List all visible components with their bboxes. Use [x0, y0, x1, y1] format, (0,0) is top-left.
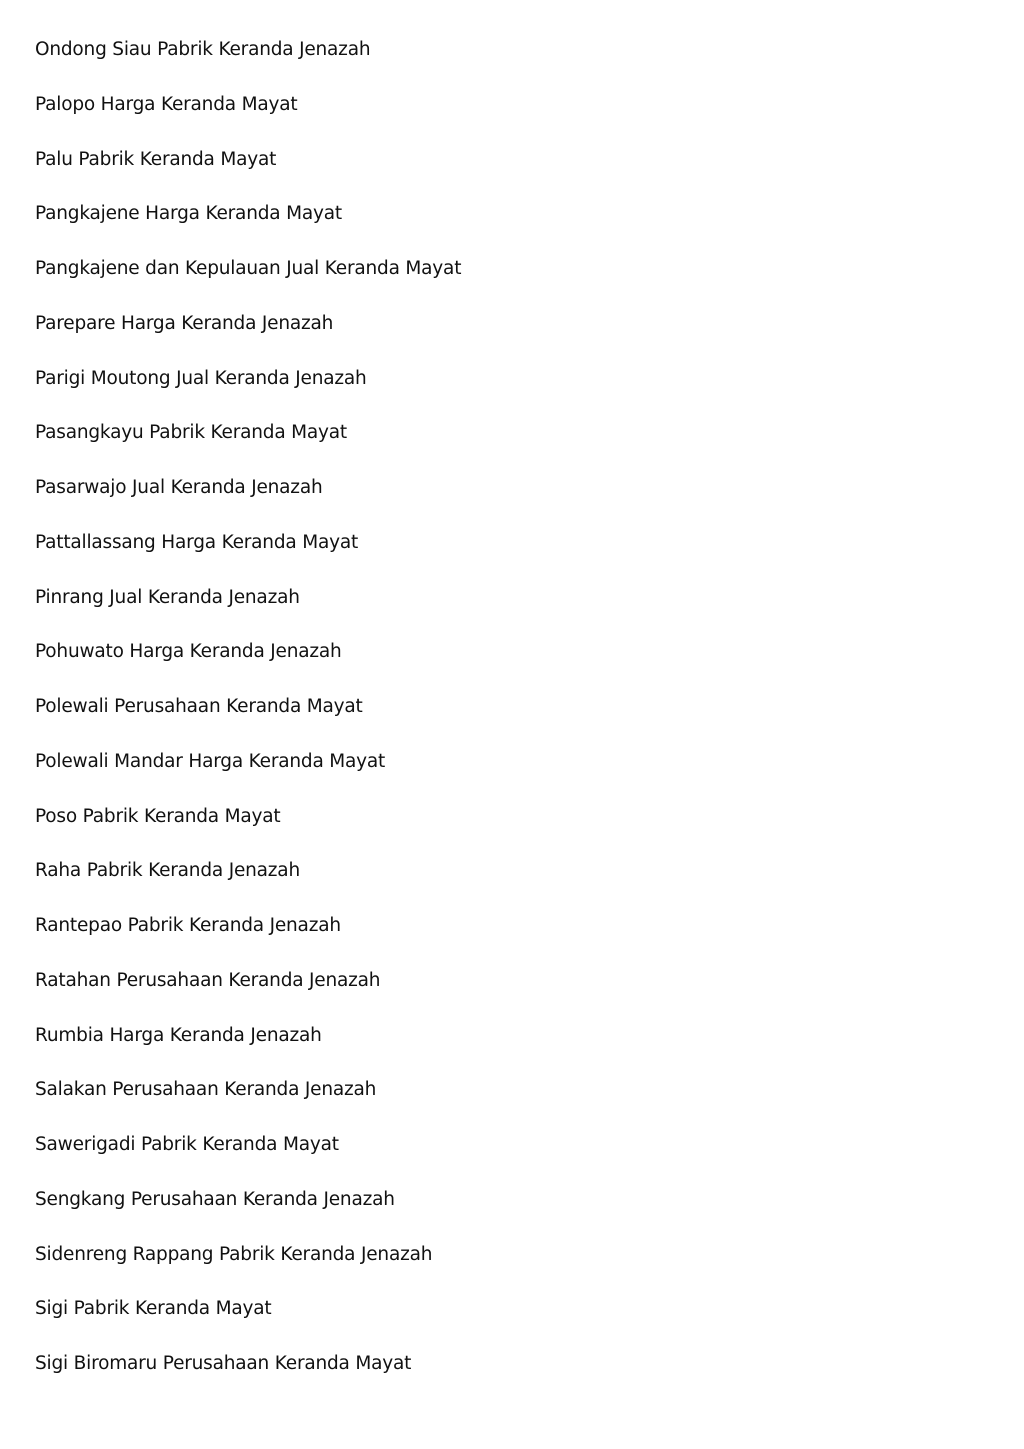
- text-line-list: [35, 36, 461, 1405]
- text-line: Polewali Mandar Harga Keranda Mayat: [35, 750, 386, 772]
- text-line: Rumbia Harga Keranda Jenazah: [35, 1024, 322, 1046]
- text-line: Pinrang Jual Keranda Jenazah: [35, 586, 300, 608]
- text-line: Parigi Moutong Jual Keranda Jenazah: [35, 367, 367, 389]
- text-line: Parepare Harga Keranda Jenazah: [35, 312, 334, 334]
- text-line: Raha Pabrik Keranda Jenazah: [35, 860, 300, 882]
- text-line: Sengkang Perusahaan Keranda Jenazah: [35, 1188, 395, 1210]
- text-line: Pasarwajo Jual Keranda Jenazah: [35, 477, 323, 498]
- text-line: Ratahan Perusahaan Keranda Jenazah: [35, 969, 381, 991]
- text-line: Pattallassang Harga Keranda Mayat: [35, 531, 359, 553]
- text-line: Rantepao Pabrik Keranda Jenazah: [35, 915, 341, 936]
- text-line: Pangkajene dan Kepulauan Jual Keranda Mayat: [35, 258, 462, 279]
- text-line: Pohuwato Harga Keranda Jenazah: [35, 641, 342, 663]
- text-line: Sidenreng Rappang Pabrik Keranda Jenazah: [35, 1243, 433, 1265]
- text-line: Poso Pabrik Keranda Mayat: [35, 805, 281, 827]
- text-line: Sigi Biromaru Perusahaan Keranda Mayat: [35, 1353, 412, 1374]
- text-line: Pasangkayu Pabrik Keranda Mayat: [35, 422, 347, 444]
- text-line: Polewali Perusahaan Keranda Mayat: [35, 696, 363, 717]
- text-line: Pangkajene Harga Keranda Mayat: [35, 203, 342, 225]
- text-line: Palu Pabrik Keranda Mayat: [35, 148, 277, 170]
- text-line: Sawerigadi Pabrik Keranda Mayat: [35, 1134, 339, 1155]
- text-line: Sigi Pabrik Keranda Mayat: [35, 1298, 272, 1320]
- text-line: Ondong Siau Pabrik Keranda Jenazah: [35, 39, 371, 60]
- text-line: Palopo Harga Keranda Mayat: [35, 93, 298, 115]
- text-line: Salakan Perusahaan Keranda Jenazah: [35, 1079, 377, 1101]
